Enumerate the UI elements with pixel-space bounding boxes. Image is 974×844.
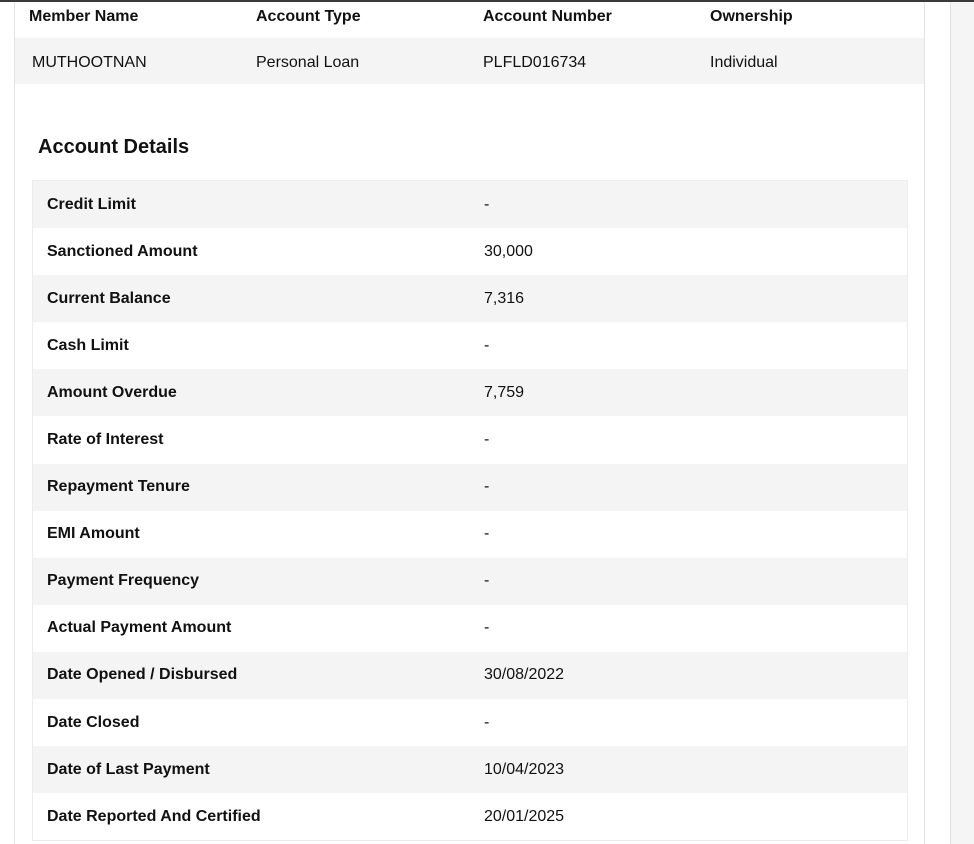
detail-row (33, 511, 907, 558)
scrollbar-track[interactable] (950, 2, 974, 844)
detail-value: 10/04/2023 (484, 760, 565, 778)
summary-header-row (15, 2, 924, 36)
detail-label: Sanctioned Amount (47, 242, 198, 260)
account-number-value: PLFLD016734 (483, 54, 587, 71)
detail-row (33, 793, 907, 840)
detail-row (33, 369, 907, 416)
detail-value: - (484, 195, 490, 213)
detail-label: Date Closed (47, 713, 140, 731)
detail-row (33, 699, 907, 746)
account-details-title: Account Details (38, 136, 190, 158)
detail-row (33, 464, 907, 511)
detail-value: 20/01/2025 (484, 807, 565, 825)
detail-row (33, 746, 907, 793)
account-panel (15, 2, 924, 844)
detail-row (33, 275, 907, 322)
detail-label: Payment Frequency (47, 572, 200, 590)
account-type-value: Personal Loan (256, 54, 360, 71)
detail-row (33, 416, 907, 463)
detail-label: Current Balance (47, 289, 171, 307)
detail-label: Credit Limit (47, 195, 136, 213)
detail-row (33, 558, 907, 605)
detail-label: Amount Overdue (47, 383, 177, 401)
account-details-table (32, 180, 908, 841)
detail-label: Cash Limit (47, 336, 129, 354)
ownership-value: Individual (710, 54, 778, 71)
detail-label: Date Reported And Certified (47, 807, 261, 825)
detail-value: - (484, 525, 490, 543)
detail-value: - (484, 478, 490, 496)
header-account-number: Account Number (483, 8, 612, 25)
header-account-type: Account Type (256, 8, 361, 25)
detail-value: - (484, 619, 490, 637)
detail-row (33, 228, 907, 275)
detail-row (33, 605, 907, 652)
detail-value: - (484, 713, 490, 731)
member-name-value: MUTHOOTNAN (32, 54, 147, 71)
right-gutter-line (924, 2, 925, 844)
detail-value: 30,000 (484, 242, 533, 260)
detail-row (33, 181, 907, 228)
detail-value: - (484, 431, 490, 449)
detail-value: 30/08/2022 (484, 666, 565, 684)
detail-value: - (484, 336, 490, 354)
header-member-name: Member Name (29, 8, 139, 25)
detail-row (33, 652, 907, 699)
summary-data-row (15, 38, 924, 84)
detail-label: Rate of Interest (47, 431, 164, 449)
detail-label: Actual Payment Amount (47, 619, 232, 637)
header-ownership: Ownership (710, 8, 793, 25)
detail-value: 7,316 (484, 289, 525, 307)
detail-label: Repayment Tenure (47, 478, 190, 496)
detail-label: Date Opened / Disbursed (47, 666, 238, 684)
detail-value: - (484, 572, 490, 590)
detail-value: 7,759 (484, 383, 525, 401)
detail-label: EMI Amount (47, 525, 140, 543)
detail-label: Date of Last Payment (47, 760, 210, 778)
detail-row (33, 322, 907, 369)
